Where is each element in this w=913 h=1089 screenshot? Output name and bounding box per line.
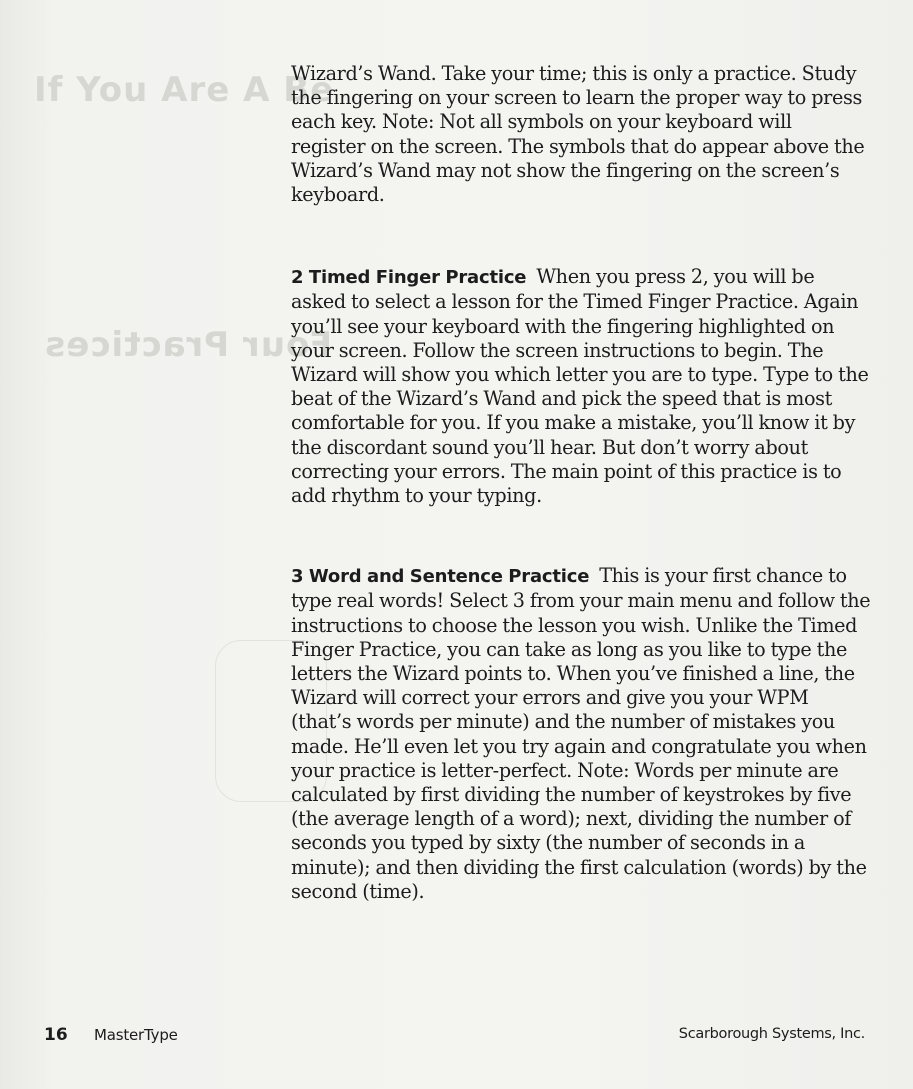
paragraph-3-text: This is your first chance to type real words! Select 3 from your main menu and follow the instructions to choose the lesson you wish. Unlike the Timed Finger Practice, you can take as long as you like to type the letters the Wizard points to. When you’ve finished a line, the Wizard will correct your errors and give you your WPM (that’s words per minute) and the number of mistakes you made. He’ll even let you try again and congratulate you when your practice is letter-perfect. Note: Words per minute are calculated by first dividing the number of keystrokes by five (the average length of a word); next, dividing the number of seconds you typed by sixty (the number of seconds in a minute); and then dividing the first calculation (words) by the second (time).: [291, 564, 871, 903]
section-heading-timed-finger-practice: 2 Timed Finger Practice: [291, 267, 527, 289]
page-footer: [44, 1025, 865, 1049]
paragraph-2-text: When you press 2, you will be asked to select a lesson for the Timed Finger Practice. Again you’ll see your keyboard with the fingering highlighted on your screen. Follow the screen instructions to begin. The Wizard will show you which letter you are to type. Type to the beat of the Wizard’s Wand and pick the speed that is most comfortable for you. If you make a mistake, you’ll know it by the discordant sound you’ll hear. But don’t worry about correcting your errors. The main point of this practice is to add rhythm to your typing.: [291, 265, 869, 508]
page-body: [291, 62, 871, 904]
publisher-name: Scarborough Systems, Inc.: [678, 1026, 865, 1042]
section-heading-word-sentence-practice: 3 Word and Sentence Practice: [291, 566, 590, 588]
paragraph-2: [291, 265, 871, 508]
page-number: 16: [44, 1025, 68, 1045]
paragraph-3: [291, 564, 871, 904]
show-through-text: Four Practices: [44, 325, 333, 365]
book-title: MasterType: [94, 1026, 178, 1044]
paragraph-1-text: Wizard’s Wand. Take your time; this is only a practice. Study the fingering on your screen to learn the proper way to press each key. Note: Not all symbols on your keyboard will register on the screen. The symbols that do appear above the Wizard’s Wand may not show the fingering on the screen’s keyboard.: [291, 62, 865, 207]
paragraph-1: [291, 62, 871, 207]
show-through-text: If You Are A Be: [34, 70, 335, 110]
